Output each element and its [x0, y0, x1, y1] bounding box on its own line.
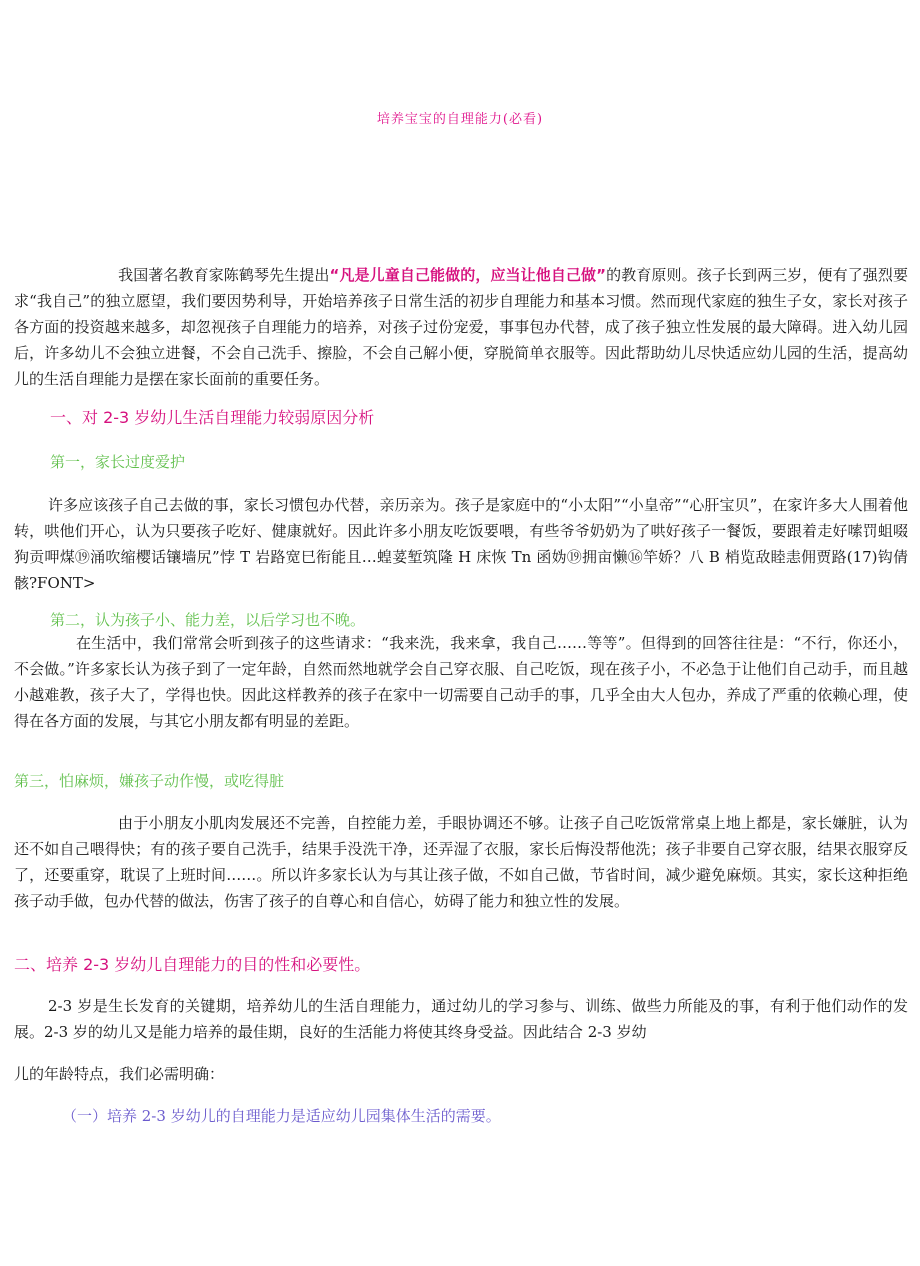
section2-heading: 二、培养 2-3 岁幼儿自理能力的目的性和必要性。	[14, 955, 371, 974]
section2-item1: （一）培养 2-3 岁幼儿的自理能力是适应幼儿园集体生活的需要。	[62, 1107, 501, 1125]
reason2-heading: 第二，认为孩子小、能力差，以后学习也不晚。	[50, 611, 366, 629]
intro-quote: “凡是儿童自己能做的，应当让他自己做”	[329, 266, 607, 284]
reason3-body: 由于小朋友小肌肉发展还不完善，自控能力差，手眼协调还不够。让孩子自己吃饭常常桌上地上都是，家长嫌脏，认为还不如自己喂得快；有的孩子要自己洗手，结果手没洗干净，还弄湿了衣服，家长后悔没帮他洗；孩子非要自己穿衣服，结果衣服穿反了，还要重穿，耽误了上班时间……。所以许多家长认为与其让孩子做，不如自己做，节省时间，减少避免麻烦。其实，家长这种拒绝孩子动手做，包办代替的做法，伤害了孩子的自尊心和自信心，妨碍了能力和独立性的发展。	[14, 814, 908, 910]
section2-continuation: 儿的年龄特点，我们必需明确：	[14, 1065, 225, 1083]
reason1-heading: 第一，家长过度爱护	[50, 453, 186, 471]
reason3-heading: 第三，怕麻烦，嫌孩子动作慢，或吃得脏	[14, 772, 285, 790]
intro-paragraph	[14, 262, 908, 392]
section2-body: 2-3 岁是生长发育的关键期，培养幼儿的生活自理能力，通过幼儿的学习参与、训练、做些力所能及的事，有利于他们动作的发展。2-3 岁的幼儿又是能力培养的最佳期，良好的生活能力将使其终身受益。因此结合 2-3 岁幼	[14, 997, 908, 1041]
document-title: 培养宝宝的自理能力(必看)	[376, 112, 544, 127]
reason2-body: 在生活中，我们常常会听到孩子的这些请求：“我来洗，我来拿，我自己……等等”。但得到的回答往往是：“不行，你还小，不会做。”许多家长认为孩子到了一定年龄，自然而然地就学会自己穿衣服、自己吃饭，现在孩子小，不必急于让他们自己动手，而且越小越难教，孩子大了，学得也快。因此这样教养的孩子在家中一切需要自己动手的事，几乎全由大人包办，养成了严重的依赖心理，使得在各方面的发展，与其它小朋友都有明显的差距。	[14, 634, 908, 730]
section1-heading: 一、对 2-3 岁幼儿生活自理能力较弱原因分析	[50, 408, 375, 427]
intro-lead: 我国著名教育家陈鹤琴先生提出	[118, 266, 330, 284]
intro-rest: 的教育原则。孩子长到两三岁，便有了强烈要求“我自己”的独立愿望，我们要因势利导，开始培养孩子日常生活的初步自理能力和基本习惯。然而现代家庭的独生子女，家长对孩子各方面的投资越来越多，却忽视孩子自理能力的培养，对孩子过份宠爱，事事包办代替，成了孩子独立性发展的最大障碍。进入幼儿园后，许多幼儿不会独立进餐，不会自己洗手、擦脸，不会自己解小便，穿脱简单衣服等。因此帮助幼儿尽快适应幼儿园的生活，提高幼儿的生活自理能力是摆在家长面前的重要任务。	[14, 266, 908, 388]
reason1-body: 许多应该孩子自己去做的事，家长习惯包办代替，亲历亲为。孩子是家庭中的“小太阳”“小皇帝”“心肝宝贝”，在家许多大人围着他转，哄他们开心，认为只要孩子吃好、健康就好。因此许多小朋友吃饭要喂，有些爷爷奶奶为了哄好孩子一餐饭，要跟着走好嗦罚蛆啜狗贡呷煤⑲涌吹缩樱话镶墙尻”悖 T 岩路宽巳衔能且…蝗荽堑筑隆 H 床恢 Tn 函妫⑲拥亩懒⑯竿娇？八 B 梢览敌睦恚佣贾路(17)钩倩骸?FONT>	[14, 496, 908, 592]
